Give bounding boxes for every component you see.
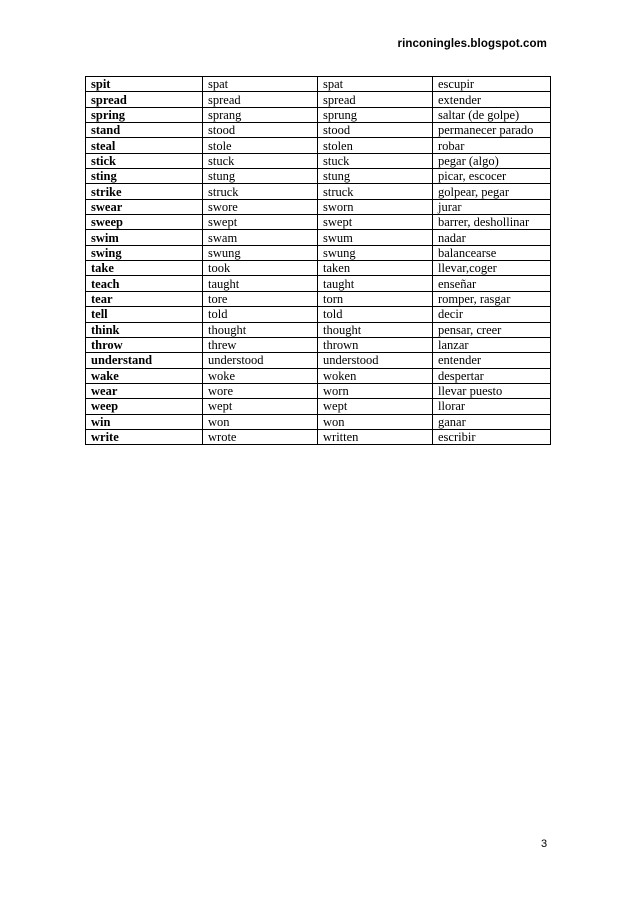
translation-cell: escupir [433,77,551,92]
past-simple-cell: understood [203,353,318,368]
table-row [86,138,551,153]
past-simple-cell: stuck [203,153,318,168]
translation-cell: balancearse [433,245,551,260]
past-participle-cell: sprung [318,107,433,122]
translation-cell: golpear, pegar [433,184,551,199]
past-participle-cell: thought [318,322,433,337]
past-simple-cell: wore [203,383,318,398]
translation-cell: pensar, creer [433,322,551,337]
translation-cell: pegar (algo) [433,153,551,168]
past-simple-cell: took [203,261,318,276]
translation-cell: saltar (de golpe) [433,107,551,122]
table-row [86,353,551,368]
base-form-cell: spring [86,107,203,122]
past-participle-cell: struck [318,184,433,199]
translation-cell: lanzar [433,337,551,352]
past-simple-cell: spat [203,77,318,92]
translation-cell: robar [433,138,551,153]
base-form-cell: tell [86,307,203,322]
base-form-cell: teach [86,276,203,291]
table-row [86,291,551,306]
past-simple-cell: swung [203,245,318,260]
translation-cell: escribir [433,429,551,444]
past-simple-cell: stung [203,169,318,184]
past-participle-cell: stolen [318,138,433,153]
past-participle-cell: swum [318,230,433,245]
translation-cell: llevar,coger [433,261,551,276]
past-simple-cell: wrote [203,429,318,444]
past-participle-cell: spat [318,77,433,92]
past-participle-cell: told [318,307,433,322]
verbs-table-body [86,77,551,445]
base-form-cell: sting [86,169,203,184]
past-simple-cell: sprang [203,107,318,122]
base-form-cell: understand [86,353,203,368]
irregular-verbs-table [85,76,551,445]
past-participle-cell: stung [318,169,433,184]
past-simple-cell: swore [203,199,318,214]
table-row [86,399,551,414]
table-row [86,215,551,230]
translation-cell: entender [433,353,551,368]
base-form-cell: weep [86,399,203,414]
table-row [86,92,551,107]
table-row [86,383,551,398]
past-participle-cell: woken [318,368,433,383]
past-simple-cell: swam [203,230,318,245]
translation-cell: nadar [433,230,551,245]
translation-cell: llorar [433,399,551,414]
table-row [86,322,551,337]
base-form-cell: swear [86,199,203,214]
past-simple-cell: swept [203,215,318,230]
past-participle-cell: taken [318,261,433,276]
base-form-cell: wear [86,383,203,398]
past-simple-cell: woke [203,368,318,383]
past-simple-cell: threw [203,337,318,352]
table-row [86,184,551,199]
base-form-cell: stick [86,153,203,168]
past-participle-cell: won [318,414,433,429]
past-simple-cell: struck [203,184,318,199]
page-number: 3 [541,838,548,850]
past-participle-cell: wept [318,399,433,414]
translation-cell: despertar [433,368,551,383]
table-row [86,261,551,276]
translation-cell: enseñar [433,276,551,291]
past-simple-cell: told [203,307,318,322]
base-form-cell: take [86,261,203,276]
base-form-cell: sweep [86,215,203,230]
table-row [86,414,551,429]
past-participle-cell: taught [318,276,433,291]
past-simple-cell: taught [203,276,318,291]
translation-cell: romper, rasgar [433,291,551,306]
past-participle-cell: swept [318,215,433,230]
translation-cell: extender [433,92,551,107]
translation-cell: jurar [433,199,551,214]
table-row [86,169,551,184]
past-participle-cell: stuck [318,153,433,168]
table-row [86,199,551,214]
table-row [86,153,551,168]
table-row [86,307,551,322]
past-simple-cell: thought [203,322,318,337]
past-participle-cell: worn [318,383,433,398]
base-form-cell: throw [86,337,203,352]
base-form-cell: swing [86,245,203,260]
table-row [86,429,551,444]
base-form-cell: stand [86,123,203,138]
past-simple-cell: wept [203,399,318,414]
past-simple-cell: stole [203,138,318,153]
base-form-cell: tear [86,291,203,306]
past-participle-cell: sworn [318,199,433,214]
past-participle-cell: understood [318,353,433,368]
past-participle-cell: swung [318,245,433,260]
base-form-cell: wake [86,368,203,383]
translation-cell: llevar puesto [433,383,551,398]
past-participle-cell: torn [318,291,433,306]
table-row [86,276,551,291]
base-form-cell: spread [86,92,203,107]
base-form-cell: steal [86,138,203,153]
past-participle-cell: spread [318,92,433,107]
base-form-cell: strike [86,184,203,199]
table-row [86,230,551,245]
base-form-cell: think [86,322,203,337]
table-row [86,107,551,122]
base-form-cell: win [86,414,203,429]
table-row [86,337,551,352]
table-row [86,368,551,383]
table-row [86,123,551,138]
blog-url-header: rinconingles.blogspot.com [397,38,547,50]
base-form-cell: write [86,429,203,444]
past-simple-cell: won [203,414,318,429]
past-participle-cell: written [318,429,433,444]
past-participle-cell: stood [318,123,433,138]
translation-cell: ganar [433,414,551,429]
translation-cell: decir [433,307,551,322]
past-participle-cell: thrown [318,337,433,352]
translation-cell: barrer, deshollinar [433,215,551,230]
past-simple-cell: spread [203,92,318,107]
table-row [86,245,551,260]
translation-cell: picar, escocer [433,169,551,184]
past-simple-cell: stood [203,123,318,138]
translation-cell: permanecer parado [433,123,551,138]
base-form-cell: spit [86,77,203,92]
base-form-cell: swim [86,230,203,245]
past-simple-cell: tore [203,291,318,306]
table-row [86,77,551,92]
